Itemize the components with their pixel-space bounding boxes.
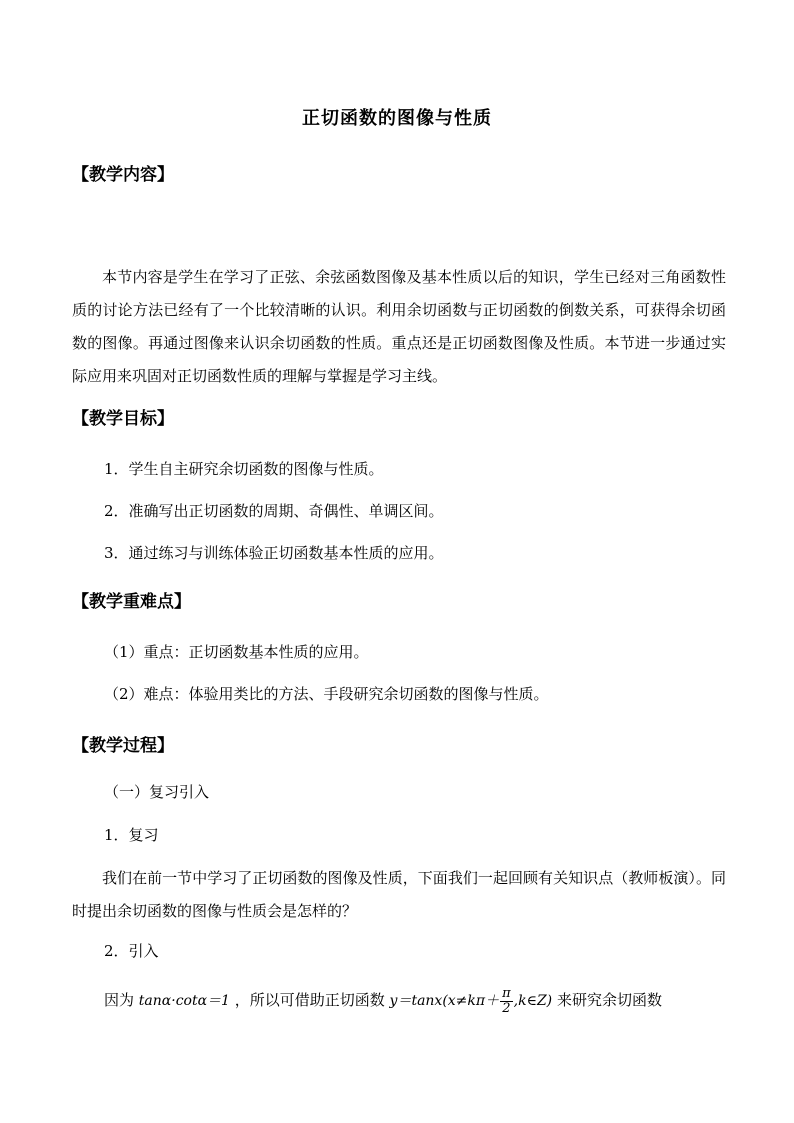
section-heading-goals: 【教学目标】 — [72, 409, 174, 429]
content-paragraph: 本节内容是学生在学习了正弦、余弦函数图像及基本性质以后的知识，学生已经对三角函数性质的讨论方法已经有了一个比较清晰的认识。利用余切函数与正切函数的倒数关系，可获得余切函数的图像。再通过图像来认识余切函数的性质。重点还是正切函数图像及性质。本节进一步通过实际应用来巩固对正切函数性质的理解与掌握是学习主线。 — [72, 268, 726, 385]
section-heading-process: 【教学过程】 — [72, 736, 174, 756]
process-item-review: 1．复习 — [104, 826, 159, 844]
keypoint-item-2: （2）难点：体验用类比的方法、手段研究余切函数的图像与性质。 — [104, 685, 549, 703]
keypoint-item-1: （1）重点：正切函数基本性质的应用。 — [104, 643, 369, 661]
section-heading-content: 【教学内容】 — [72, 165, 174, 185]
formula-tan-domain-a: y＝tanx(x≠kπ＋ — [389, 993, 500, 1009]
fraction-denominator: 2 — [502, 1000, 511, 1016]
intro-mid: ，所以可借助正切函数 — [234, 991, 385, 1009]
section-heading-keypoints: 【教学重难点】 — [72, 592, 191, 612]
goal-item-3: 3．通过练习与训练体验正切函数基本性质的应用。 — [104, 544, 444, 562]
intro-suffix: 来研究余切函数 — [556, 991, 662, 1009]
fraction-pi-over-2 — [500, 987, 513, 1016]
process-item-intro: 2．引入 — [104, 942, 159, 960]
formula-tan-cot: tanα·cotα＝1 — [138, 993, 230, 1009]
goal-item-1: 1．学生自主研究余切函数的图像与性质。 — [104, 460, 384, 478]
formula-tan-domain-b: ,k∈Z) — [513, 993, 553, 1009]
process-subheading-review-intro: （一）复习引入 — [104, 783, 210, 801]
goal-item-2: 2．准确写出正切函数的周期、奇偶性、单调区间。 — [104, 502, 444, 520]
page-title: 正切函数的图像与性质 — [302, 108, 492, 129]
intro-line — [104, 980, 662, 1021]
review-paragraph: 我们在前一节中学习了正切函数的图像及性质，下面我们一起回顾有关知识点（教师板演）。同时提出余切函数的图像与性质会是怎样的？ — [72, 869, 726, 920]
intro-prefix: 因为 — [104, 991, 135, 1009]
fraction-numerator: π — [502, 985, 511, 1001]
